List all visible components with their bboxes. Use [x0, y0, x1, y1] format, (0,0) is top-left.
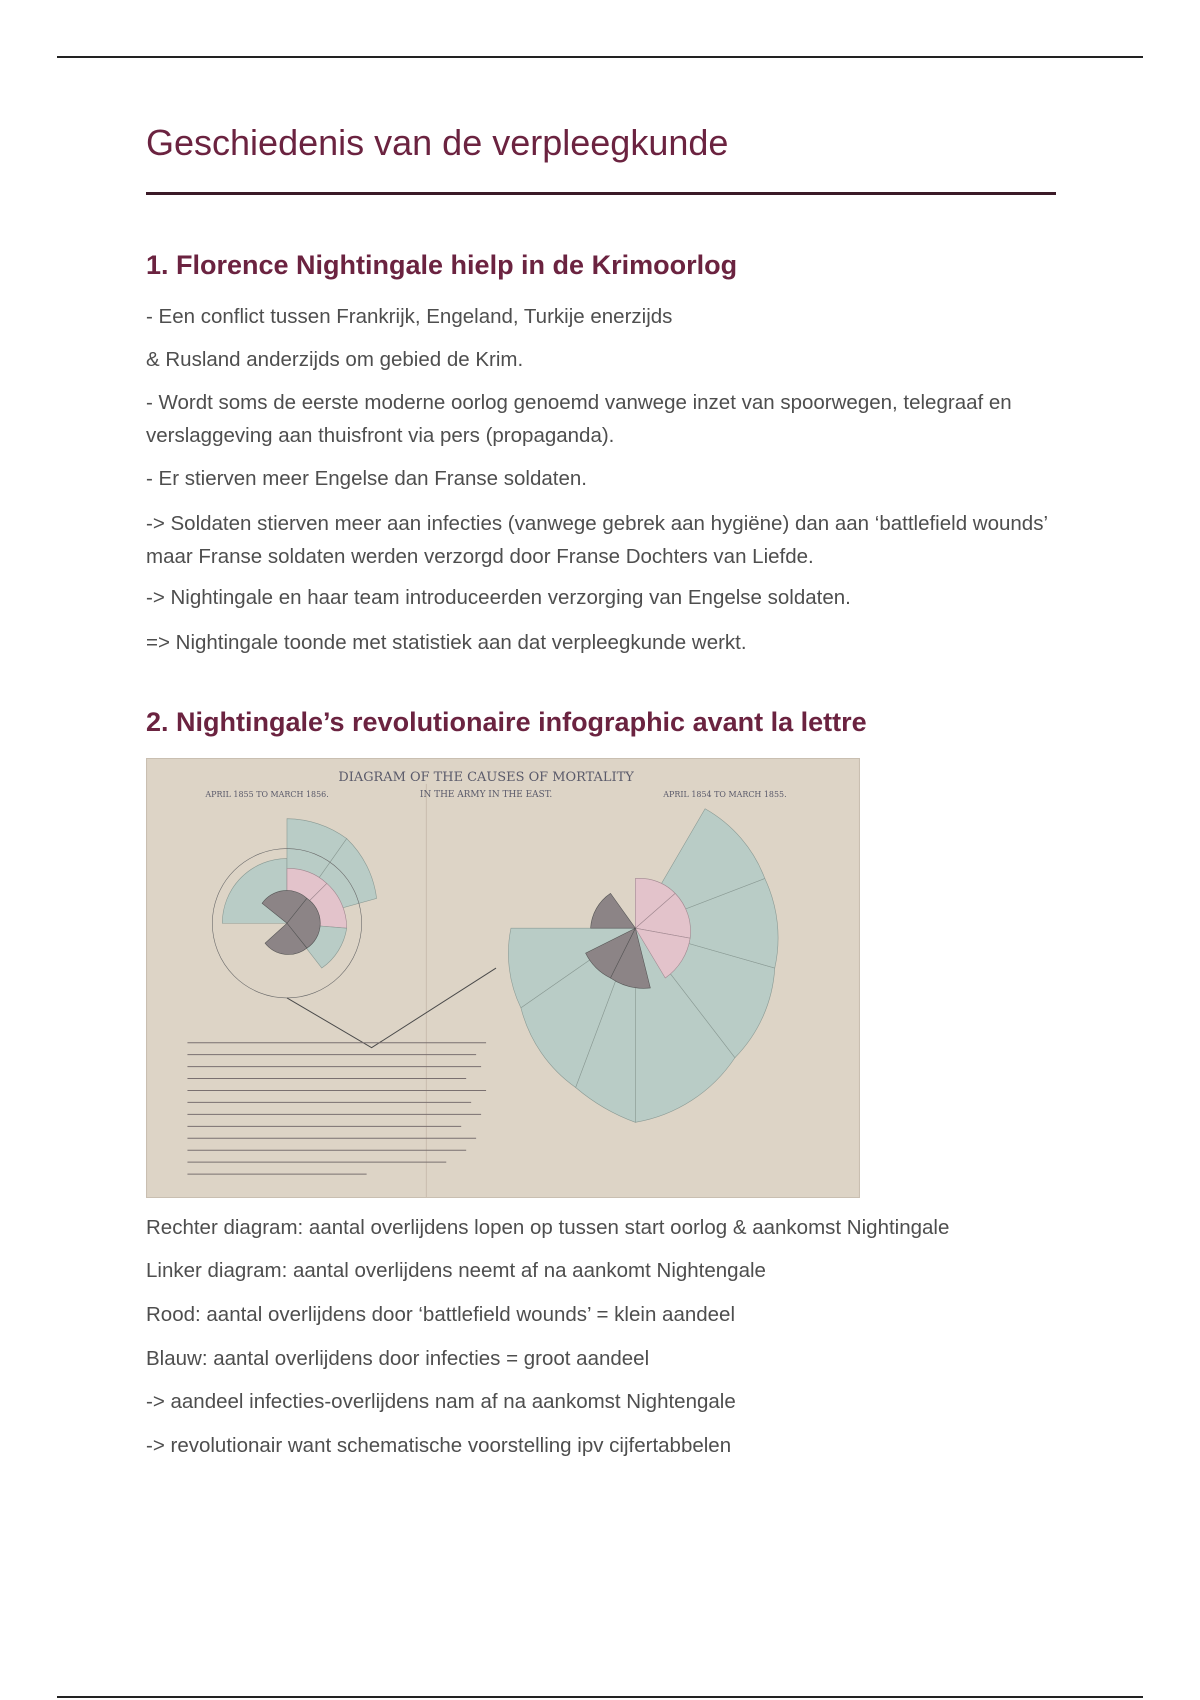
section-2-line: -> aandeel infecties-overlijdens nam af na aankomst Nightengale: [146, 1390, 736, 1413]
section-1-line: -> Nightingale en haar team introduceerden verzorging van Engelse soldaten.: [146, 586, 851, 609]
section-1-line: - Er stierven meer Engelse dan Franse soldaten.: [146, 467, 587, 490]
page-top-rule: [57, 56, 1143, 58]
title-underline: [146, 192, 1056, 195]
section-2-line: Blauw: aantal overlijdens door infecties = groot aandeel: [146, 1347, 650, 1370]
section-2-line: Rechter diagram: aantal overlijdens lopen op tussen start oorlog & aankomst Nightingale: [146, 1216, 950, 1239]
section-1-line: - Een conflict tussen Frankrijk, Engeland, Turkije enerzijds: [146, 305, 673, 328]
page-title: Geschiedenis van de verpleegkunde: [146, 122, 729, 163]
figure-right-period: APRIL 1854 TO MARCH 1855.: [663, 789, 787, 799]
section-1-heading: 1. Florence Nightingale hielp in de Krimoorlog: [146, 250, 738, 280]
section-1-line: - Wordt soms de eerste moderne oorlog genoemd vanwege inzet van spoorwegen, telegraaf en verslaggeving aan thuisfront via pers (propaganda).: [146, 391, 1012, 447]
figure-title-main: DIAGRAM OF THE CAUSES OF MORTALITY: [338, 769, 634, 785]
section-2-line: Linker diagram: aantal overlijdens neemt af na aankomt Nightengale: [146, 1259, 766, 1282]
section-1-line: -> Soldaten stierven meer aan infecties (vanwege gebrek aan hygiëne) dan aan ‘battlefield wounds’ maar Franse soldaten werden verzorgd door Franse Dochters van Liefde.: [146, 512, 1048, 568]
nightingale-rose-diagram-image: [146, 758, 860, 1198]
section-2-line: Rood: aantal overlijdens door ‘battlefield wounds’ = klein aandeel: [146, 1303, 736, 1326]
figure-left-period: APRIL 1855 TO MARCH 1856.: [205, 789, 329, 799]
section-1-line: & Rusland anderzijds om gebied de Krim.: [146, 348, 524, 371]
section-1-line: => Nightingale toonde met statistiek aan dat verpleegkunde werkt.: [146, 631, 747, 654]
section-2-line: -> revolutionair want schematische voorstelling ipv cijfertabbelen: [146, 1434, 732, 1457]
page-bottom-rule: [57, 1696, 1143, 1698]
figure-title-sub: IN THE ARMY IN THE EAST.: [419, 789, 553, 800]
section-2-heading: 2. Nightingale’s revolutionaire infographic avant la lettre: [146, 707, 867, 737]
